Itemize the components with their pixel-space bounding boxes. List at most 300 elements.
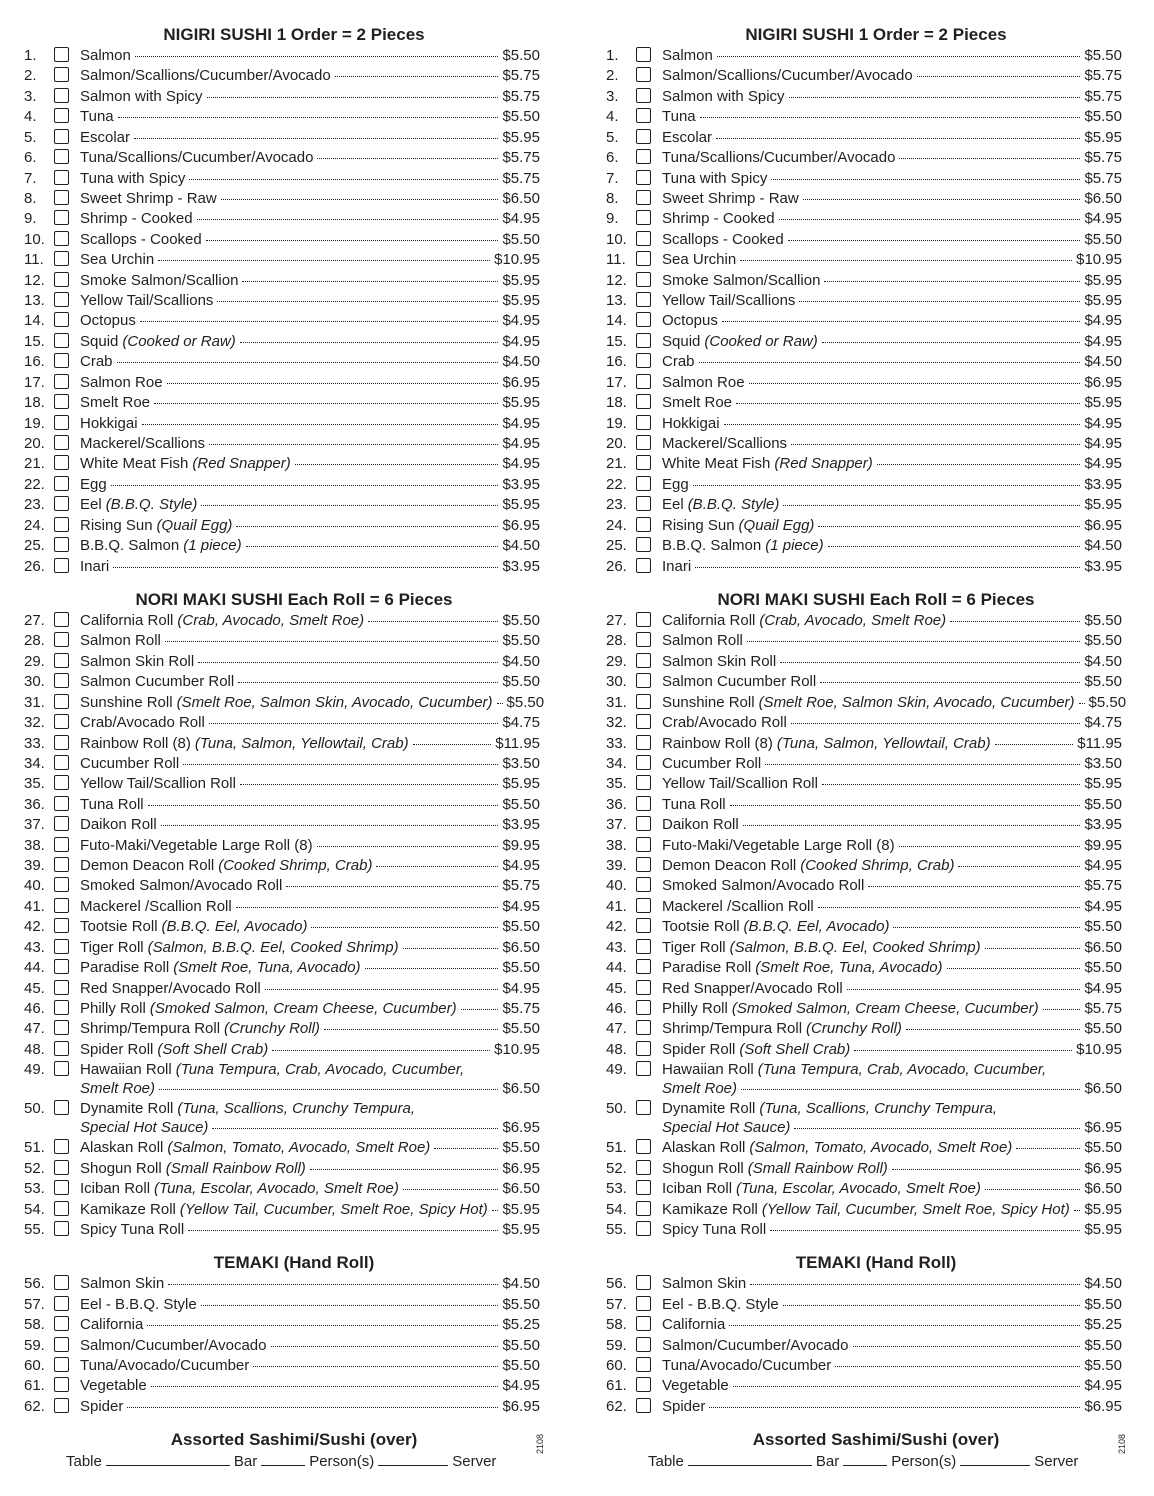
order-checkbox[interactable] bbox=[54, 755, 69, 770]
order-checkbox[interactable] bbox=[54, 312, 69, 327]
item-description: (Tuna, Scallions, Crunchy Tempura, bbox=[759, 1100, 997, 1118]
item-number: 59. bbox=[24, 1336, 45, 1354]
dot-leader bbox=[240, 783, 499, 785]
item-line bbox=[80, 1200, 540, 1219]
order-checkbox[interactable] bbox=[636, 1020, 651, 1035]
item-line bbox=[662, 999, 1122, 1018]
dot-leader bbox=[151, 1385, 499, 1387]
dot-leader bbox=[820, 681, 1080, 683]
order-checkbox[interactable] bbox=[54, 558, 69, 573]
order-checkbox[interactable] bbox=[636, 496, 651, 511]
order-checkbox[interactable] bbox=[54, 796, 69, 811]
item-body bbox=[80, 713, 540, 732]
item-price: $4.95 bbox=[502, 332, 540, 350]
order-checkbox[interactable] bbox=[54, 374, 69, 389]
table-field[interactable] bbox=[106, 1451, 230, 1466]
order-checkbox[interactable] bbox=[54, 353, 69, 368]
order-checkbox[interactable] bbox=[636, 1000, 651, 1015]
item-price: $6.95 bbox=[502, 1397, 540, 1415]
order-checkbox[interactable] bbox=[54, 476, 69, 491]
item-body bbox=[662, 938, 1122, 957]
order-checkbox[interactable] bbox=[636, 1357, 651, 1372]
item-line bbox=[662, 611, 1122, 630]
order-checkbox[interactable] bbox=[54, 1100, 69, 1115]
persons-field[interactable] bbox=[960, 1451, 1030, 1466]
item-line bbox=[662, 836, 1122, 855]
item-line bbox=[80, 1019, 540, 1038]
order-checkbox[interactable] bbox=[54, 1221, 69, 1236]
order-checkbox[interactable] bbox=[636, 673, 651, 688]
table-label: Table bbox=[648, 1453, 684, 1471]
item-line bbox=[80, 250, 540, 269]
order-checkbox[interactable] bbox=[54, 898, 69, 913]
item-name: Eel - B.B.Q. Style bbox=[80, 1295, 197, 1313]
item-description: (Smelt Roe, Tuna, Avocado) bbox=[755, 959, 943, 977]
order-checkbox[interactable] bbox=[54, 1357, 69, 1372]
order-checkbox[interactable] bbox=[54, 88, 69, 103]
item-line bbox=[80, 631, 540, 650]
dot-leader bbox=[165, 640, 499, 642]
item-description: (Smelt Roe, Salmon Skin, Avocado, Cucumber) bbox=[758, 693, 1075, 711]
item-price: $5.50 bbox=[1088, 693, 1127, 711]
order-checkbox[interactable] bbox=[636, 1275, 651, 1290]
order-checkbox[interactable] bbox=[636, 755, 651, 770]
order-checkbox[interactable] bbox=[636, 272, 651, 287]
order-checkbox[interactable] bbox=[54, 632, 69, 647]
menu-item-row bbox=[606, 230, 1122, 250]
item-line bbox=[80, 495, 540, 514]
order-checkbox[interactable] bbox=[636, 1160, 651, 1175]
menu-item-row bbox=[24, 516, 540, 536]
order-checkbox[interactable] bbox=[636, 129, 651, 144]
order-checkbox[interactable] bbox=[636, 374, 651, 389]
order-checkbox[interactable] bbox=[54, 231, 69, 246]
order-checkbox[interactable] bbox=[54, 980, 69, 995]
order-checkbox[interactable] bbox=[54, 251, 69, 266]
order-checkbox[interactable] bbox=[636, 959, 651, 974]
item-body bbox=[662, 1040, 1122, 1059]
menu-item-row bbox=[606, 1159, 1122, 1179]
table-field[interactable] bbox=[688, 1451, 812, 1466]
order-checkbox[interactable] bbox=[54, 496, 69, 511]
item-description: (Salmon, B.B.Q. Eel, Cooked Shrimp) bbox=[147, 938, 399, 956]
item-body bbox=[80, 434, 540, 453]
dot-leader bbox=[127, 1406, 498, 1408]
order-checkbox[interactable] bbox=[636, 231, 651, 246]
order-checkbox[interactable] bbox=[54, 292, 69, 307]
dot-leader bbox=[693, 484, 1081, 486]
dot-leader bbox=[113, 566, 498, 568]
menu-item-row bbox=[24, 1159, 540, 1179]
order-checkbox[interactable] bbox=[54, 837, 69, 852]
item-body bbox=[80, 291, 540, 310]
item-body bbox=[80, 332, 540, 351]
item-price: $4.75 bbox=[502, 714, 540, 732]
order-checkbox[interactable] bbox=[636, 714, 651, 729]
item-number: 52. bbox=[24, 1159, 45, 1177]
item-body bbox=[662, 557, 1122, 576]
order-checkbox[interactable] bbox=[636, 694, 651, 709]
item-name: Hokkigai bbox=[662, 414, 720, 432]
item-description: (Crab, Avocado, Smelt Roe) bbox=[177, 611, 365, 629]
order-checkbox[interactable] bbox=[636, 796, 651, 811]
order-checkbox[interactable] bbox=[54, 170, 69, 185]
item-name: Shogun Roll bbox=[662, 1159, 744, 1177]
order-checkbox[interactable] bbox=[636, 312, 651, 327]
order-checkbox[interactable] bbox=[54, 959, 69, 974]
menu-item-row bbox=[606, 87, 1122, 107]
item-number: 52. bbox=[606, 1159, 627, 1177]
item-name: Sweet Shrimp - Raw bbox=[80, 189, 217, 207]
item-line bbox=[662, 230, 1122, 249]
item-line bbox=[80, 1356, 540, 1375]
item-price: $5.95 bbox=[1084, 271, 1122, 289]
order-checkbox[interactable] bbox=[54, 333, 69, 348]
item-name: Yellow Tail/Scallion Roll bbox=[80, 775, 236, 793]
item-price: $5.75 bbox=[502, 67, 540, 85]
item-number: 53. bbox=[606, 1180, 627, 1198]
dot-leader bbox=[743, 824, 1081, 826]
item-price: $6.95 bbox=[502, 373, 540, 391]
order-checkbox[interactable] bbox=[636, 1041, 651, 1056]
item-price: $5.50 bbox=[1084, 795, 1122, 813]
item-name: B.B.Q. Salmon bbox=[80, 537, 180, 555]
item-line bbox=[662, 1118, 1122, 1137]
order-checkbox[interactable] bbox=[636, 653, 651, 668]
item-name: Red Snapper/Avocado Roll bbox=[80, 979, 261, 997]
dot-leader bbox=[189, 178, 498, 180]
item-price: $3.50 bbox=[1084, 754, 1122, 772]
order-checkbox[interactable] bbox=[636, 837, 651, 852]
order-checkbox[interactable] bbox=[54, 1201, 69, 1216]
item-price: $6.50 bbox=[502, 1080, 540, 1098]
order-checkbox[interactable] bbox=[636, 476, 651, 491]
item-name: Crab bbox=[80, 353, 113, 371]
order-checkbox[interactable] bbox=[636, 877, 651, 892]
item-price: $5.50 bbox=[1084, 673, 1122, 691]
order-checkbox[interactable] bbox=[636, 1316, 651, 1331]
order-checkbox[interactable] bbox=[54, 694, 69, 709]
item-line bbox=[80, 999, 540, 1018]
dot-leader bbox=[159, 1088, 498, 1090]
bar-field[interactable] bbox=[843, 1451, 887, 1466]
order-checkbox[interactable] bbox=[54, 918, 69, 933]
order-checkbox[interactable] bbox=[636, 108, 651, 123]
item-price: $5.95 bbox=[1084, 1220, 1122, 1238]
order-checkbox[interactable] bbox=[54, 775, 69, 790]
item-body bbox=[662, 1397, 1122, 1416]
order-checkbox[interactable] bbox=[636, 1100, 651, 1115]
item-description: (Cooked or Raw) bbox=[122, 332, 236, 350]
order-checkbox[interactable] bbox=[636, 394, 651, 409]
menu-item-row bbox=[24, 795, 540, 815]
order-checkbox[interactable] bbox=[54, 1296, 69, 1311]
order-checkbox[interactable] bbox=[636, 333, 651, 348]
item-line bbox=[80, 815, 540, 834]
menu-item-row bbox=[24, 611, 540, 631]
item-number: 54. bbox=[24, 1200, 45, 1218]
dot-leader bbox=[238, 681, 498, 683]
order-checkbox[interactable] bbox=[54, 939, 69, 954]
order-checkbox[interactable] bbox=[54, 1377, 69, 1392]
item-price: $5.50 bbox=[1084, 1336, 1122, 1354]
order-checkbox[interactable] bbox=[54, 1139, 69, 1154]
order-checkbox[interactable] bbox=[636, 775, 651, 790]
menu-item-row bbox=[24, 209, 540, 229]
order-checkbox[interactable] bbox=[636, 939, 651, 954]
order-checkbox[interactable] bbox=[636, 980, 651, 995]
item-name: Salmon with Spicy bbox=[662, 87, 785, 105]
item-line bbox=[662, 495, 1122, 514]
dot-leader bbox=[311, 926, 498, 928]
order-checkbox[interactable] bbox=[54, 1000, 69, 1015]
menu-item-row bbox=[24, 271, 540, 291]
menu-item-row bbox=[24, 189, 540, 209]
order-checkbox[interactable] bbox=[636, 190, 651, 205]
order-checkbox[interactable] bbox=[54, 857, 69, 872]
order-checkbox[interactable] bbox=[636, 149, 651, 164]
item-price: $5.95 bbox=[502, 775, 540, 793]
server-label: Server bbox=[452, 1453, 497, 1471]
item-name: Kamikaze Roll bbox=[80, 1200, 176, 1218]
item-name: White Meat Fish bbox=[80, 455, 189, 473]
order-checkbox[interactable] bbox=[636, 1337, 651, 1352]
item-name: Salmon Cucumber Roll bbox=[662, 673, 817, 691]
menu-item-row bbox=[606, 250, 1122, 270]
item-price: $9.95 bbox=[1084, 836, 1122, 854]
menu-item-row bbox=[606, 652, 1122, 672]
order-checkbox[interactable] bbox=[54, 1180, 69, 1195]
order-checkbox[interactable] bbox=[54, 714, 69, 729]
order-checkbox[interactable] bbox=[54, 816, 69, 831]
order-checkbox[interactable] bbox=[636, 857, 651, 872]
item-number: 10. bbox=[24, 230, 45, 248]
order-checkbox[interactable] bbox=[54, 47, 69, 62]
menu-item-row bbox=[606, 1019, 1122, 1039]
item-line bbox=[80, 311, 540, 330]
item-body bbox=[662, 454, 1122, 473]
item-name: Salmon Roll bbox=[80, 632, 161, 650]
order-checkbox[interactable] bbox=[54, 1020, 69, 1035]
item-body bbox=[662, 209, 1122, 228]
order-checkbox[interactable] bbox=[636, 251, 651, 266]
order-checkbox[interactable] bbox=[54, 108, 69, 123]
dot-leader bbox=[780, 661, 1080, 663]
order-checkbox[interactable] bbox=[54, 653, 69, 668]
item-price: $5.50 bbox=[1084, 1357, 1122, 1375]
order-checkbox[interactable] bbox=[54, 612, 69, 627]
item-name: Dynamite Roll bbox=[80, 1100, 174, 1118]
item-price: $6.50 bbox=[1084, 189, 1122, 207]
order-checkbox[interactable] bbox=[636, 435, 651, 450]
item-name: Tuna/Scallions/Cucumber/Avocado bbox=[662, 149, 896, 167]
bar-field[interactable] bbox=[261, 1451, 305, 1466]
item-number: 23. bbox=[606, 496, 627, 514]
order-checkbox[interactable] bbox=[636, 210, 651, 225]
item-description: (Salmon, Tomato, Avocado, Smelt Roe) bbox=[749, 1139, 1013, 1157]
order-checkbox[interactable] bbox=[54, 673, 69, 688]
menu-item-row bbox=[24, 713, 540, 733]
item-name: Daikon Roll bbox=[80, 816, 157, 834]
order-checkbox[interactable] bbox=[636, 88, 651, 103]
item-line bbox=[662, 250, 1122, 269]
item-number: 37. bbox=[606, 816, 627, 834]
order-checkbox[interactable] bbox=[636, 1139, 651, 1154]
order-checkbox[interactable] bbox=[54, 210, 69, 225]
order-checkbox[interactable] bbox=[54, 1041, 69, 1056]
order-checkbox[interactable] bbox=[636, 537, 651, 552]
item-number: 17. bbox=[606, 373, 627, 391]
item-number: 30. bbox=[606, 673, 627, 691]
item-name: Sunshine Roll bbox=[662, 693, 755, 711]
item-name: Smelt Roe bbox=[80, 394, 151, 412]
item-body bbox=[80, 958, 540, 977]
order-checkbox[interactable] bbox=[636, 67, 651, 82]
order-checkbox[interactable] bbox=[636, 632, 651, 647]
item-number: 5. bbox=[606, 128, 619, 146]
item-number: 24. bbox=[606, 516, 627, 534]
item-line bbox=[662, 1274, 1122, 1293]
order-checkbox[interactable] bbox=[54, 537, 69, 552]
item-description: (Smoked Salmon, Cream Cheese, Cucumber) bbox=[149, 999, 457, 1017]
order-checkbox[interactable] bbox=[54, 455, 69, 470]
menu-item-row bbox=[606, 495, 1122, 515]
order-checkbox[interactable] bbox=[636, 455, 651, 470]
item-price: $5.50 bbox=[502, 611, 540, 629]
order-checkbox[interactable] bbox=[636, 1061, 651, 1076]
item-name: Futo-Maki/Vegetable Large Roll (8) bbox=[80, 836, 313, 854]
order-checkbox[interactable] bbox=[54, 517, 69, 532]
order-checkbox[interactable] bbox=[636, 898, 651, 913]
item-line bbox=[80, 1099, 540, 1118]
dot-leader bbox=[253, 1365, 498, 1367]
item-body bbox=[80, 1376, 540, 1395]
order-checkbox[interactable] bbox=[636, 1296, 651, 1311]
order-checkbox[interactable] bbox=[636, 1201, 651, 1216]
order-checkbox[interactable] bbox=[636, 816, 651, 831]
order-checkbox[interactable] bbox=[636, 735, 651, 750]
item-line bbox=[80, 856, 540, 875]
menu-item-row bbox=[24, 46, 540, 66]
order-checkbox[interactable] bbox=[54, 435, 69, 450]
order-checkbox[interactable] bbox=[54, 190, 69, 205]
order-checkbox[interactable] bbox=[54, 1316, 69, 1331]
item-body bbox=[662, 536, 1122, 555]
item-name: Hokkigai bbox=[80, 414, 138, 432]
order-checkbox[interactable] bbox=[636, 517, 651, 532]
dot-leader bbox=[272, 1049, 490, 1051]
order-checkbox[interactable] bbox=[636, 918, 651, 933]
order-checkbox[interactable] bbox=[636, 47, 651, 62]
menu-item-row bbox=[24, 734, 540, 754]
persons-field[interactable] bbox=[378, 1451, 448, 1466]
order-checkbox[interactable] bbox=[54, 415, 69, 430]
item-number: 60. bbox=[24, 1357, 45, 1375]
item-body bbox=[662, 1179, 1122, 1198]
order-checkbox[interactable] bbox=[54, 1160, 69, 1175]
item-line bbox=[662, 66, 1122, 85]
item-line bbox=[662, 373, 1122, 392]
order-checkbox[interactable] bbox=[636, 415, 651, 430]
item-line bbox=[662, 1336, 1122, 1355]
order-checkbox[interactable] bbox=[636, 1377, 651, 1392]
item-name: Tuna with Spicy bbox=[662, 169, 768, 187]
menu-item-row bbox=[24, 876, 540, 896]
item-price: $5.95 bbox=[502, 394, 540, 412]
dot-leader bbox=[740, 259, 1072, 261]
order-checkbox[interactable] bbox=[54, 394, 69, 409]
item-line bbox=[80, 876, 540, 895]
order-checkbox[interactable] bbox=[636, 1180, 651, 1195]
order-checkbox[interactable] bbox=[636, 170, 651, 185]
dot-leader bbox=[434, 1147, 498, 1149]
item-body bbox=[662, 795, 1122, 814]
order-checkbox[interactable] bbox=[636, 1221, 651, 1236]
dot-leader bbox=[148, 804, 499, 806]
item-name: Tuna bbox=[662, 108, 696, 126]
menu-item-row bbox=[606, 1220, 1122, 1240]
item-line bbox=[80, 209, 540, 228]
item-name: Salmon bbox=[662, 47, 713, 64]
dot-leader bbox=[828, 545, 1081, 547]
item-line bbox=[662, 795, 1122, 814]
item-body bbox=[662, 332, 1122, 351]
item-name: Yellow Tail/Scallion Roll bbox=[662, 775, 818, 793]
item-price: $5.75 bbox=[1084, 877, 1122, 895]
order-checkbox[interactable] bbox=[636, 612, 651, 627]
order-checkbox[interactable] bbox=[54, 877, 69, 892]
dot-leader bbox=[854, 1049, 1072, 1051]
item-body bbox=[662, 250, 1122, 269]
item-description: (Soft Shell Crab) bbox=[157, 1040, 269, 1058]
item-body bbox=[80, 148, 540, 167]
item-body bbox=[80, 979, 540, 998]
menu-item-row bbox=[24, 393, 540, 413]
item-line bbox=[80, 230, 540, 249]
order-checkbox[interactable] bbox=[54, 1275, 69, 1290]
item-number: 42. bbox=[24, 918, 45, 936]
item-price: $5.50 bbox=[1084, 632, 1122, 650]
item-name: Squid bbox=[662, 332, 701, 350]
order-checkbox[interactable] bbox=[54, 129, 69, 144]
item-number: 18. bbox=[24, 394, 45, 412]
item-body bbox=[80, 169, 540, 188]
order-checkbox[interactable] bbox=[636, 558, 651, 573]
item-price: $5.25 bbox=[502, 1316, 540, 1334]
item-number: 55. bbox=[606, 1220, 627, 1238]
menu-item-row bbox=[606, 1336, 1122, 1356]
order-checkbox[interactable] bbox=[54, 735, 69, 750]
item-price: $5.75 bbox=[1084, 87, 1122, 105]
order-checkbox[interactable] bbox=[54, 67, 69, 82]
order-checkbox[interactable] bbox=[636, 1398, 651, 1413]
order-checkbox[interactable] bbox=[636, 292, 651, 307]
item-number: 29. bbox=[24, 652, 45, 670]
order-checkbox[interactable] bbox=[54, 1337, 69, 1352]
dot-leader bbox=[788, 239, 1081, 241]
item-number: 2. bbox=[606, 67, 619, 85]
item-name: Scallops - Cooked bbox=[80, 230, 202, 248]
dot-leader bbox=[794, 1127, 1080, 1129]
order-checkbox[interactable] bbox=[54, 272, 69, 287]
item-name: Mackerel/Scallions bbox=[80, 435, 206, 453]
item-name: Smoked Salmon/Avocado Roll bbox=[80, 877, 283, 895]
order-checkbox[interactable] bbox=[54, 1061, 69, 1076]
order-checkbox[interactable] bbox=[54, 1398, 69, 1413]
dot-leader bbox=[167, 382, 499, 384]
order-checkbox[interactable] bbox=[54, 149, 69, 164]
order-checkbox[interactable] bbox=[636, 353, 651, 368]
